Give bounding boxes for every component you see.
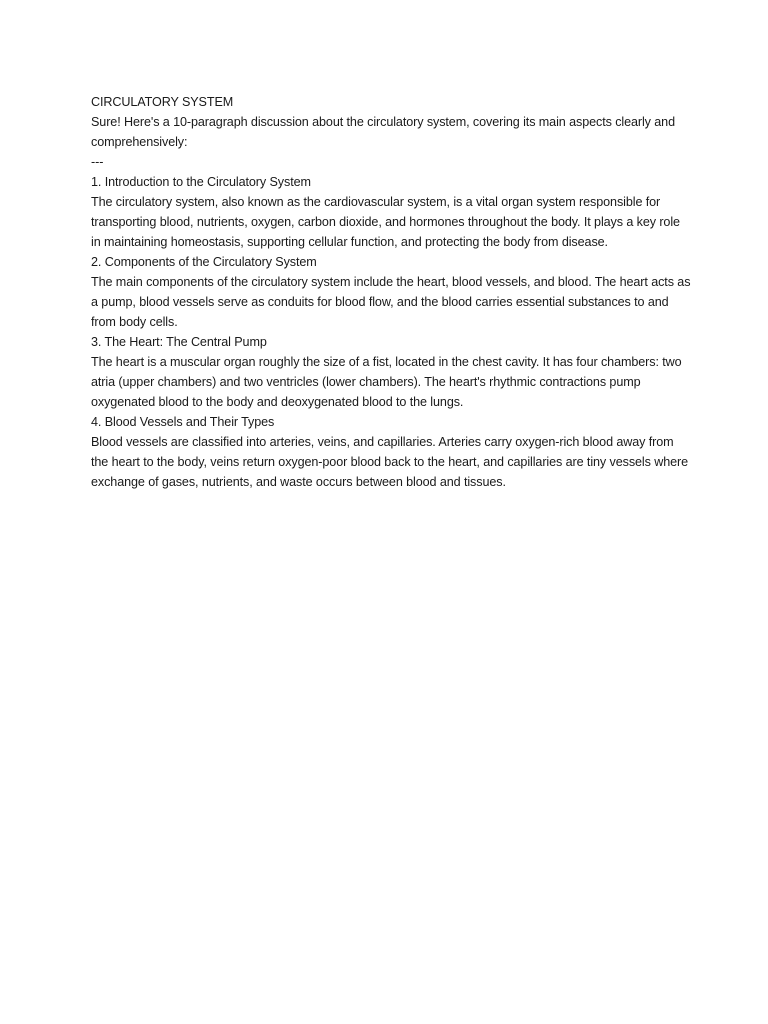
document-title: CIRCULATORY SYSTEM: [91, 95, 234, 109]
separator-line: ---: [91, 155, 104, 169]
section-heading: 3. The Heart: The Central Pump: [91, 335, 267, 349]
section-2: [91, 252, 691, 332]
section-paragraph: The heart is a muscular organ roughly the size of a fist, located in the chest cavity. It has four chambers: two atria (upper chambers) and two ventricles (lower chambers). The heart's rhythmic contractions pump oxygenated blood to the body and deoxygenated blood to the lungs.: [91, 355, 682, 409]
section-heading: 2. Components of the Circulatory System: [91, 255, 317, 269]
section-paragraph: Blood vessels are classified into arteries, veins, and capillaries. Arteries carry oxygen-rich blood away from the heart to the body, veins return oxygen-poor blood back to the heart, and capillaries are tiny vessels where exchange of gases, nutrients, and waste occurs between blood and tissues.: [91, 435, 689, 489]
section-4: [91, 412, 691, 492]
section-3: [91, 332, 691, 412]
section-1: [91, 172, 691, 252]
section-heading: 4. Blood Vessels and Their Types: [91, 415, 275, 429]
document-body: [91, 92, 691, 492]
section-paragraph: The circulatory system, also known as the cardiovascular system, is a vital organ system responsible for transporting blood, nutrients, oxygen, carbon dioxide, and hormones throughout the body. It plays a key role in maintaining homeostasis, supporting cellular function, and protecting the body from disease.: [91, 195, 680, 249]
section-heading: 1. Introduction to the Circulatory System: [91, 175, 311, 189]
section-paragraph: The main components of the circulatory system include the heart, blood vessels, and blood. The heart acts as a pump, blood vessels serve as conduits for blood flow, and the blood carries essential substances to and from body cells.: [91, 275, 691, 329]
intro-paragraph: Sure! Here's a 10-paragraph discussion about the circulatory system, covering its main aspects clearly and comprehensively:: [91, 115, 675, 149]
